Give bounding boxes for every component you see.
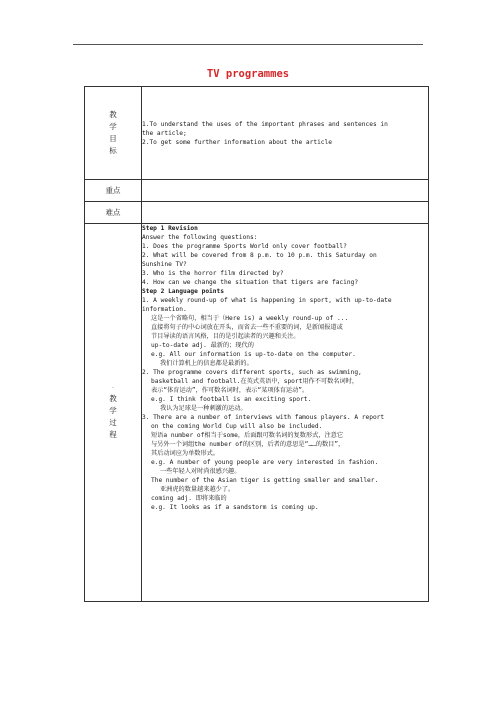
difficult-points-label: 难点 — [85, 202, 142, 224]
process-content — [142, 224, 429, 602]
example-line: The number of the Asian tiger is getting smaller and smaller. — [151, 477, 379, 484]
vocab-line: up-to-date adj. 最新的；现代的 — [151, 342, 254, 349]
note-line: 直接将句子的中心词放在开头，而省去一些不重要的词，是新闻报道或 — [151, 324, 343, 331]
objective-line: 1.To understand the uses of the important phrases and sentences in — [142, 120, 388, 128]
example-line: e.g. All our information is up-to-date on the computer. — [151, 351, 356, 358]
point-line: on the coming World Cup will also be included. — [151, 423, 323, 430]
example-translation: 亚洲虎的数量越来越少了。 — [160, 486, 235, 493]
point-line: basketball and football.在英式英语中，sport用作不可数名词时， — [151, 378, 359, 385]
step1-intro: Answer the following questions: — [142, 234, 258, 241]
example-line: e.g. A number of young people are very interested in fashion. — [151, 459, 379, 466]
example-translation: 一些年轻人对时尚很感兴趣。 — [160, 468, 241, 475]
point-line: 2. The programme covers different sports, such as swimming, — [142, 369, 362, 376]
difficult-points-content — [142, 202, 429, 224]
question-line: 1. Does the programme Sports World only cover football? — [142, 243, 347, 250]
objective-line: 2.To get some further information about the article — [142, 138, 332, 146]
note-line: 与另外一个词组the number of的区别，后者的意思是“……的数目”， — [151, 441, 345, 448]
point-line: 表示“体育运动”，作可数名词时，表示“某项体育运动”。 — [151, 387, 309, 394]
question-line: 3. Who is the horror film directed by? — [142, 270, 284, 277]
key-points-content — [142, 180, 429, 202]
lesson-plan-table — [84, 86, 429, 602]
key-points-row — [85, 180, 429, 202]
difficult-points-row — [85, 202, 429, 224]
objectives-row — [85, 87, 429, 180]
note-line: 这是一个省略句，相当于（Here is) a weekly round-up of ... — [151, 315, 349, 322]
objective-line: the article; — [142, 129, 187, 137]
process-row — [85, 224, 429, 602]
question-line: 4. How can we change the situation that tigers are facing? — [142, 279, 359, 286]
step1-title: Step 1 Revision — [142, 225, 198, 232]
process-dot: · — [112, 384, 114, 392]
example-line: e.g. I think football is an exciting sport. — [151, 396, 312, 403]
header-rule — [73, 44, 423, 45]
note-line: 节目导读的语言风格，目的是引起读者的兴趣和关注。 — [151, 333, 300, 340]
document-title: TV programmes — [206, 68, 290, 80]
point-line: 3. There are a number of interviews with famous players. A report — [142, 414, 385, 421]
step2-title: Step 2 Language points — [142, 288, 224, 295]
process-label: · 教 学 过 程 — [85, 224, 142, 602]
example-line: e.g. It looks as if a sandstorm is coming up. — [151, 504, 319, 511]
key-points-label: 重点 — [85, 180, 142, 202]
vocab-line: coming adj. 即将来临的 — [151, 495, 227, 502]
point-line: information. — [142, 306, 187, 313]
question-line: 2. What will be covered from 8 p.m. to 10 p.m. this Saturday on — [142, 252, 377, 259]
question-line: Sunshine TV? — [142, 261, 187, 268]
point-line: 1. A weekly round-up of what is happening in sport, with up-to-date — [142, 297, 392, 304]
objectives-label: 教 学 目 标 — [85, 87, 142, 180]
example-translation: 我认为足球是一种刺激的运动。 — [160, 405, 247, 412]
objectives-content — [142, 87, 429, 180]
example-translation: 我们计算机上的信息都是最新的。 — [160, 360, 253, 367]
note-line: 其后动词应为单数形式。 — [151, 450, 220, 457]
note-line: 短语a number of相当于some，后面跟可数名词的复数形式，注意它 — [151, 432, 344, 439]
